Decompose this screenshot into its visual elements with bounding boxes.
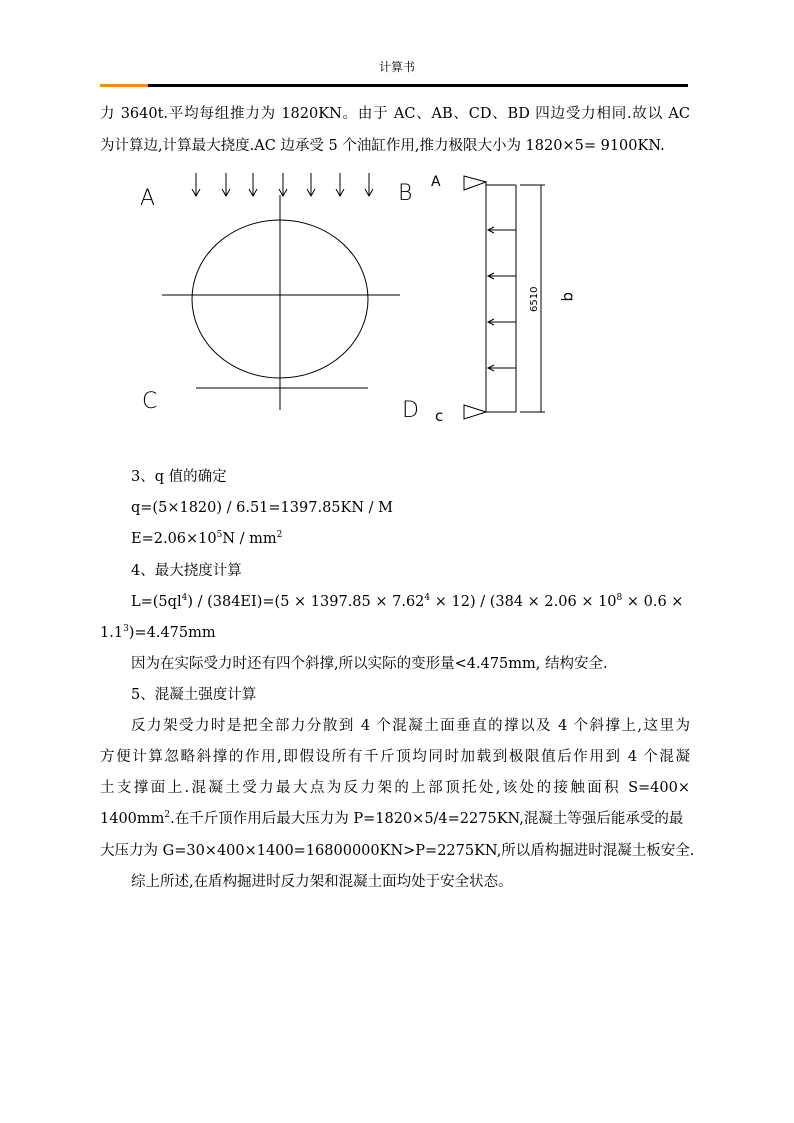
corner-label-a: A — [140, 186, 156, 211]
section4-note: 因为在实际受力时还有四个斜撑,所以实际的变形量<4.475mm, 结构安全. — [131, 656, 608, 672]
eq2-unit: N / mm — [222, 531, 277, 547]
load-label-q: q — [560, 292, 578, 302]
corner-label-b: B — [398, 181, 413, 206]
section5-heading: 5、混凝土强度计算 — [131, 687, 257, 703]
eq2-unit-exponent: 2 — [276, 530, 283, 541]
section3-equation-2 — [131, 529, 282, 549]
beam-label-bottom: c — [435, 407, 444, 425]
section4-heading: 4、最大挠度计算 — [131, 563, 242, 579]
beam-label-top: A — [431, 174, 441, 190]
section4-formula: $L=(5ql^4) / (384EI)=(5 \times 1397.85 \times 7.62^4 \times 12) / (384 \times 2.06 \times 10^8 \times 0.6$ × — [131, 593, 684, 610]
section5-para-line-1: 反力架受力时是把全部力分散到 4 个混凝土面垂直的撑以及 4 个斜撑上,这里为 — [131, 718, 690, 734]
eq2-exponent: 5 — [216, 530, 223, 541]
eq2-base: E=2.06×10 — [131, 531, 217, 547]
section4-formula-cont: $1.1^3)=4.475mm$ — [100, 624, 216, 641]
page-header-title: 计算书 — [378, 60, 415, 74]
section5-para-line-3: 土支撑面上.混凝土受力最大点为反力架的上部顶托处,该处的接触面积 S=400× — [100, 780, 690, 796]
intro-line-2: 为计算边,计算最大挠度.AC 边承受 5 个油缸作用,推力极限大小为 1820×5= 9100KN. — [100, 138, 665, 154]
conclusion: 综上所述,在盾构掘进时反力架和混凝土面均处于安全状态。 — [131, 874, 513, 890]
support-bottom — [464, 405, 486, 419]
section3-equation-1: q=(5×1820) / 6.51=1397.85KN / M — [131, 500, 393, 516]
section3-heading: 3、q 值的确定 — [131, 469, 227, 485]
load-arrows-down — [192, 173, 373, 196]
intro-line-1: 力 3640t.平均每组推力为 1820KN。由于 AC、AB、CD、BD 四边受力相同.故以 AC — [100, 106, 690, 122]
section5-para-line-5: 大压力为 G=30×400×1400=16800000KN>P=2275KN,所以盾构掘进时混凝土板安全. — [100, 843, 695, 859]
support-top — [464, 176, 486, 190]
corner-label-c: C — [142, 389, 158, 414]
load-arrows-left — [488, 227, 516, 371]
section5-para-line-4: $1400mm^2$.在千斤顶作用后最大压力为 P=1820×5/4=2275KN,混凝土等强后能承受的最 — [100, 810, 684, 827]
corner-label-d: D — [402, 398, 419, 423]
dimension-value: 6510 — [529, 286, 540, 312]
section5-para-line-2: 方便计算忽略斜撑的作用,即假设所有千斤顶均同时加载到极限值后作用到 4 个混凝 — [100, 749, 690, 765]
